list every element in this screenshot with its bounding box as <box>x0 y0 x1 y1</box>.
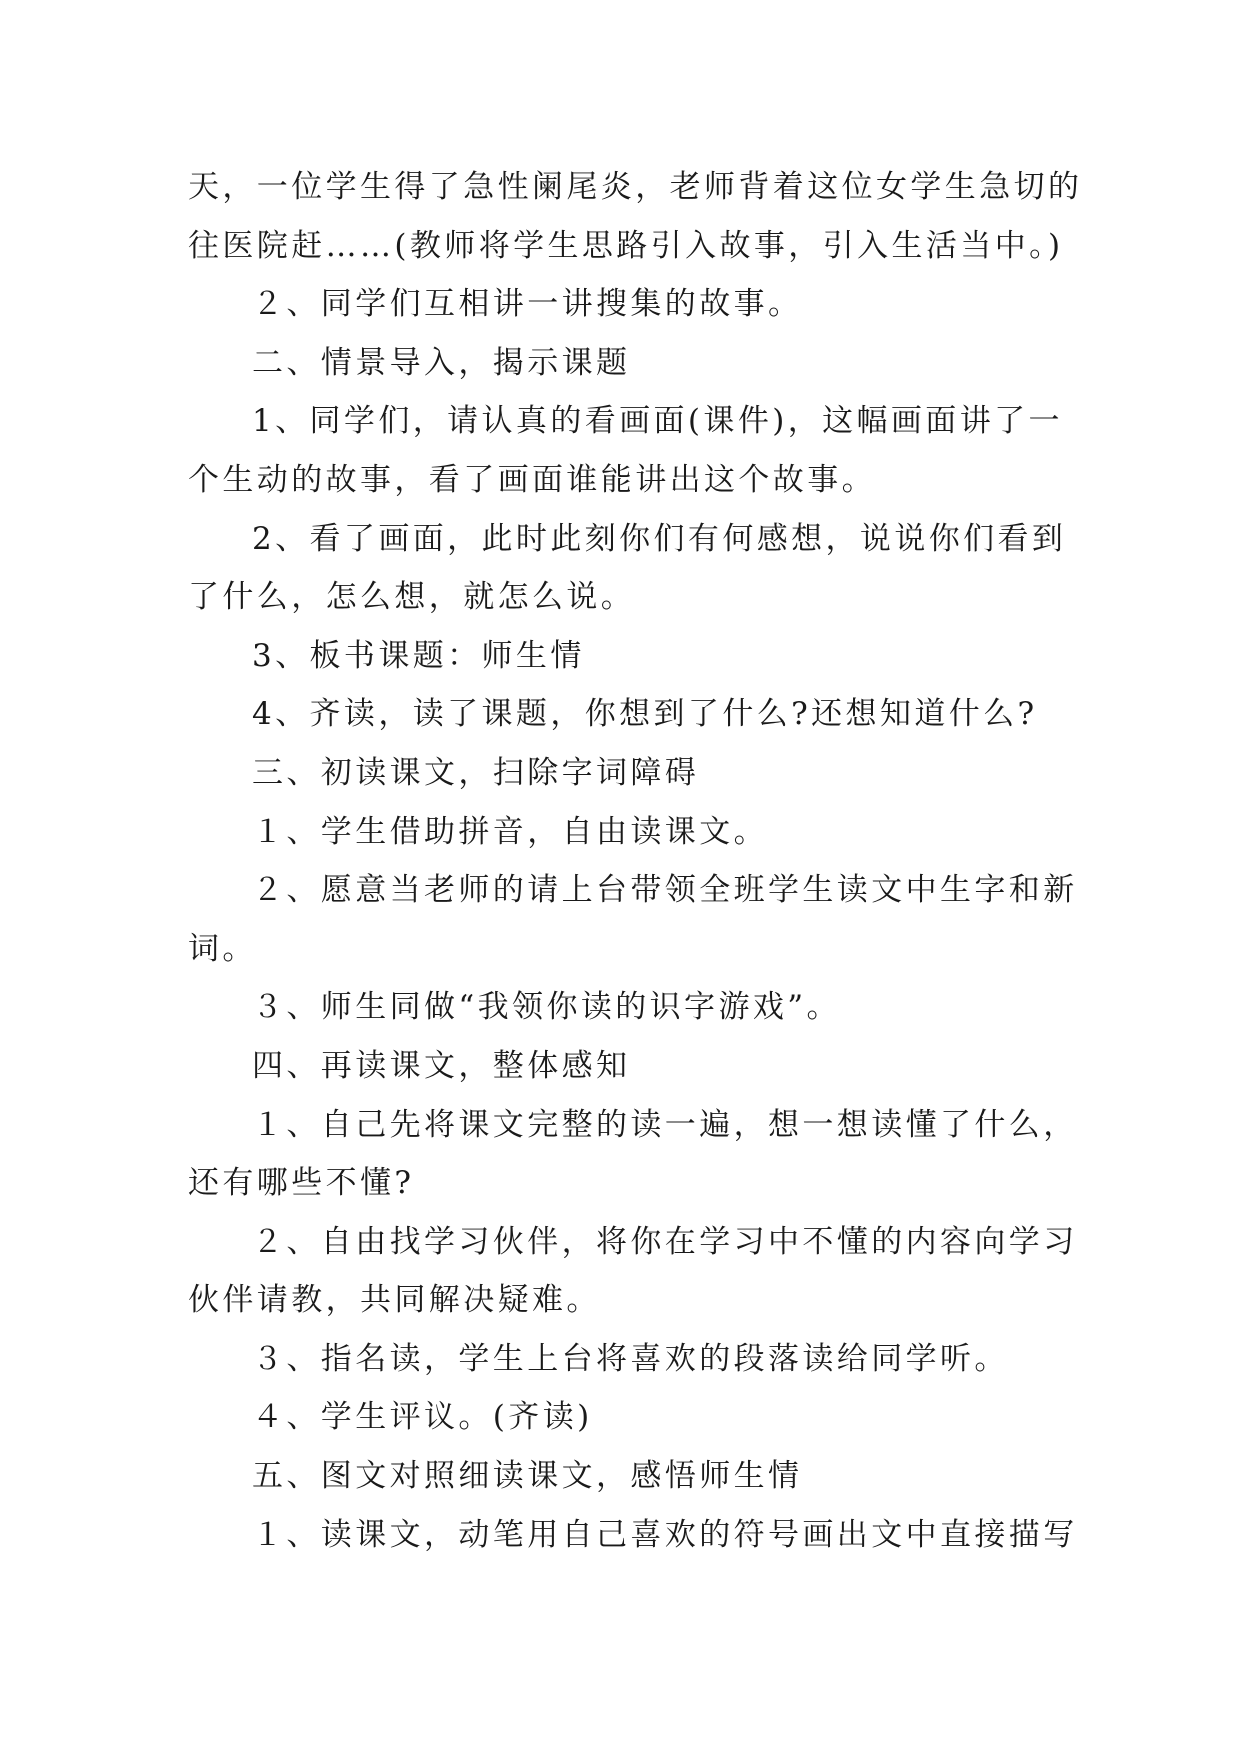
section-heading: 三、初读课文，扫除字词障碍 <box>252 754 700 791</box>
section-heading: 二、情景导入，揭示课题 <box>252 344 631 381</box>
text-line: 伙伴请教，共同解决疑难。 <box>188 1282 601 1319</box>
text-line: 3、板书课题：师生情 <box>252 637 585 674</box>
text-line: 1、同学们，请认真的看画面(课件)，这幅画面讲了一 <box>252 403 1063 440</box>
text-line: ２、自由找学习伙伴，将你在学习中不懂的内容向学习 <box>252 1223 1078 1260</box>
text-line: ３、指名读，学生上台将喜欢的段落读给同学听。 <box>252 1340 1009 1377</box>
text-line: 2、看了画面，此时此刻你们有何感想，说说你们看到 <box>252 520 1067 557</box>
section-heading: 四、再读课文，整体感知 <box>252 1047 631 1084</box>
text-line: ３、师生同做“我领你读的识字游戏”。 <box>252 989 841 1026</box>
text-line: １、学生借助拼音，自由读课文。 <box>252 813 768 850</box>
text-line: 个生动的故事，看了画面谁能讲出这个故事。 <box>188 461 876 498</box>
text-line: 往医院赶……(教师将学生思路引入故事，引入生活当中。) <box>188 227 1064 264</box>
text-line: 天，一位学生得了急性阑尾炎，老师背着这位女学生急切的 <box>188 169 1083 205</box>
text-line: ４、学生评议。(齐读) <box>252 1399 593 1436</box>
text-line: 4、齐读，读了课题，你想到了什么?还想知道什么? <box>252 696 1038 733</box>
document-body <box>188 158 1083 1564</box>
text-line: ２、同学们互相讲一讲搜集的故事。 <box>252 286 803 323</box>
text-line: 词。 <box>188 930 257 967</box>
text-line: １、读课文，动笔用自己喜欢的符号画出文中直接描写 <box>252 1516 1078 1553</box>
section-heading: 五、图文对照细读课文，感悟师生情 <box>252 1458 803 1495</box>
text-line: １、自己先将课文完整的读一遍，想一想读懂了什么， <box>252 1106 1078 1143</box>
text-line: 了什么，怎么想，就怎么说。 <box>188 579 636 616</box>
text-line: ２、愿意当老师的请上台带领全班学生读文中生字和新 <box>252 872 1078 909</box>
text-line: 还有哪些不懂? <box>188 1165 415 1202</box>
